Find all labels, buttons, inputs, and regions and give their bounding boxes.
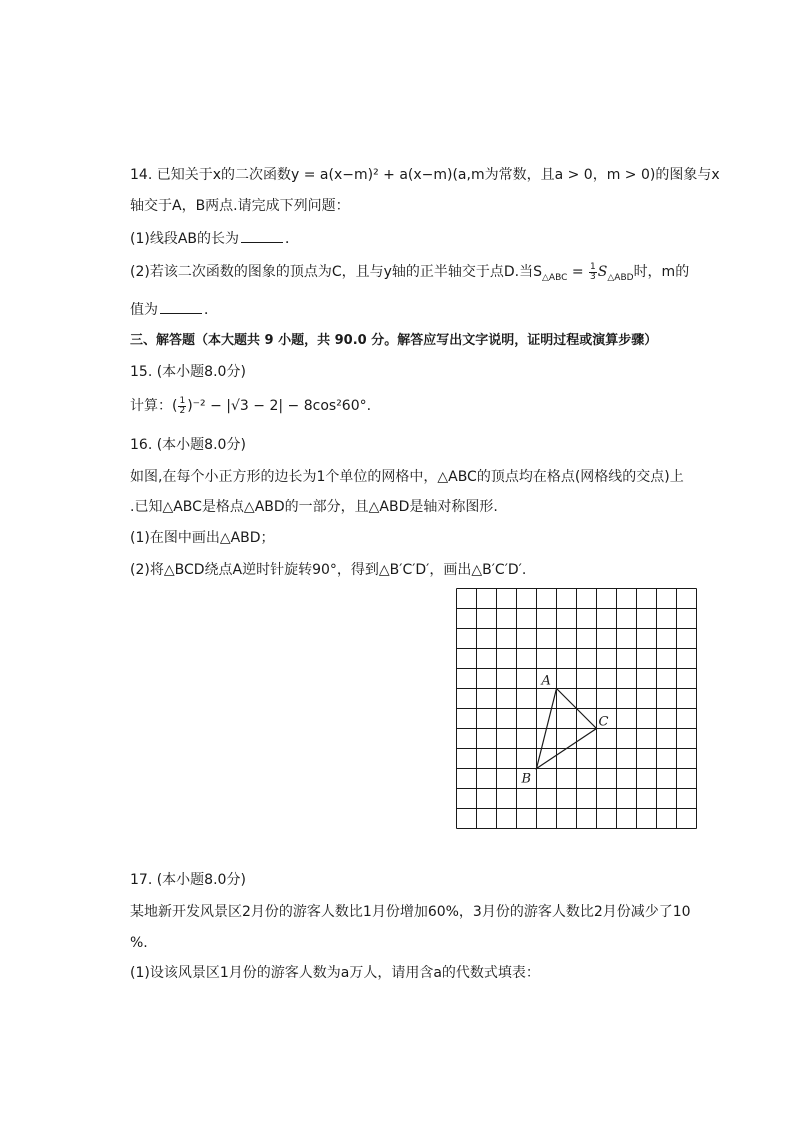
- q16-line1: 如图,在每个小正方形的边长为1个单位的网格中，△ABC的顶点均在格点(网格线的交点)上: [130, 469, 684, 485]
- q14-part1-end: ．: [285, 231, 300, 247]
- q14-part1: [130, 228, 299, 249]
- section-heading: 三、解答题（本大题共 9 小题，共 90.0 分。解答应写出文字说明，证明过程或演算步骤）: [130, 333, 658, 348]
- q14-part2-sub1: △ABC: [542, 272, 568, 283]
- q16-line2: .已知△ABC是格点△ABD的一部分，且△ABD是轴对称图形.: [130, 499, 498, 515]
- answer-blank-1[interactable]: [241, 228, 283, 243]
- q14-part2-eq: =: [567, 264, 589, 280]
- fraction-numerator: 1: [179, 395, 186, 406]
- fraction-numerator: 1: [590, 261, 596, 272]
- q17-line2: %.: [130, 935, 148, 951]
- q14-line1: 14. 已知关于x的二次函数y = a(x−m)² + a(x−m)(a,m为常数，且a > 0，m > 0)的图象与x: [130, 167, 720, 183]
- q16-title: 16. (本小题8.0分): [130, 437, 246, 453]
- q17-title: 17. (本小题8.0分): [130, 872, 246, 888]
- q16-part2: (2)将△BCD绕点A逆时针旋转90°，得到△B′C′D′，画出△B′C′D′.: [130, 562, 527, 578]
- q15-calc-rest: )⁻² − |√3 − 2| − 8cos²60°.: [187, 398, 372, 414]
- q14-part1-text: (1)线段AB的长为: [130, 231, 240, 247]
- vertex-label-b: B: [521, 771, 532, 787]
- fraction-denominator: 3: [590, 271, 596, 282]
- q14-part2-text: (2)若该二次函数的图象的顶点为C，且与y轴的正半轴交于点D.当S: [130, 264, 543, 280]
- answer-blank-2[interactable]: [160, 299, 202, 314]
- q15-open-paren: (: [172, 398, 178, 414]
- q15-calc-label: 计算：: [130, 398, 172, 414]
- fraction-one-half: [178, 397, 186, 416]
- q14-value-label: 值为: [130, 302, 158, 318]
- q16-part1: (1)在图中画出△ABD；: [130, 530, 275, 546]
- vertex-label-a: A: [541, 673, 551, 689]
- q14-part2-tail: 时，m的: [633, 264, 690, 280]
- q17-part1: (1)设该风景区1月份的游客人数为a万人，请用含a的代数式填表：: [130, 965, 540, 981]
- vertex-label-c: C: [598, 714, 609, 730]
- q14-value-end: ．: [204, 302, 218, 318]
- fraction-denominator: 2: [179, 405, 186, 416]
- q14-part2: [130, 262, 689, 288]
- grid-figure: [455, 587, 698, 830]
- q14-part2-sub2: △ABD: [607, 272, 634, 283]
- q14-line2: 轴交于A，B两点.请完成下列问题：: [130, 198, 350, 214]
- fraction-one-third: [589, 263, 597, 282]
- q17-line1: 某地新开发风景区2月份的游客人数比1月份增加60%，3月份的游客人数比2月份减少了10: [130, 904, 691, 920]
- q15-calc: [130, 396, 371, 416]
- q15-title: 15. (本小题8.0分): [130, 364, 246, 380]
- q14-part2-s: S: [597, 264, 608, 280]
- q14-part2-line2: [130, 299, 218, 320]
